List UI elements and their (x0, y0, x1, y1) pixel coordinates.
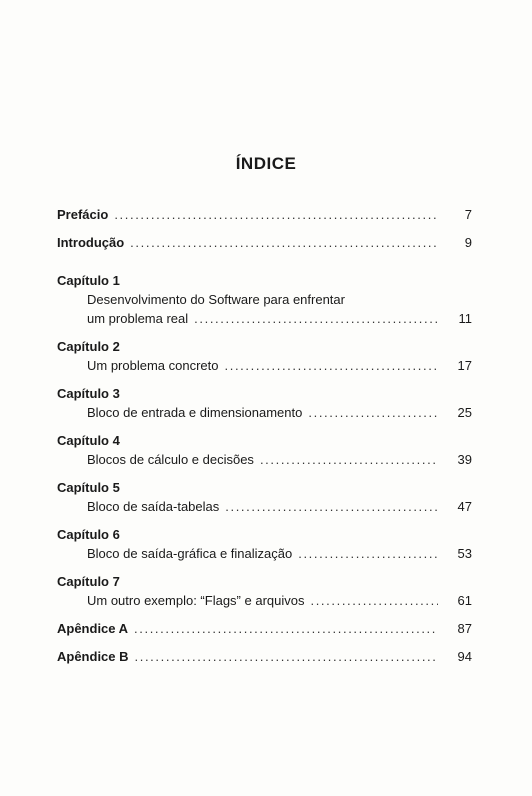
toc-page-number: 47 (457, 499, 472, 514)
toc-entry-introducao (57, 233, 472, 252)
dot-leader (130, 233, 438, 252)
chapter-heading: Capítulo 4 (57, 433, 120, 448)
chapter-title-line: Um outro exemplo: “Flags” e arquivos (87, 593, 305, 608)
toc-entry-label: Apêndice B (57, 649, 129, 664)
chapter-title-line: Bloco de saída-gráfica e finalização (87, 546, 293, 561)
page-title: ÍNDICE (235, 154, 297, 173)
chapter-title-line: Desenvolvimento do Software para enfrentar (87, 292, 345, 307)
toc-entry-label: Introdução (57, 235, 125, 250)
chapter-heading: Capítulo 6 (57, 527, 120, 542)
toc-entry-capitulo-7 (57, 572, 472, 610)
toc-entry-capitulo-1 (57, 271, 472, 328)
toc-entry-label: Prefácio (57, 207, 109, 222)
chapter-title-line: Bloco de entrada e dimensionamento (87, 405, 303, 420)
toc-entry-capitulo-5 (57, 478, 472, 516)
dot-leader (135, 647, 438, 666)
chapter-heading: Capítulo 1 (57, 273, 120, 288)
toc-entry-capitulo-3 (57, 384, 472, 422)
chapter-heading: Capítulo 7 (57, 574, 120, 589)
dot-leader (298, 544, 438, 563)
toc-page-number: 25 (457, 405, 472, 420)
table-of-contents (57, 205, 472, 666)
toc-page-number: 94 (457, 649, 472, 664)
dot-leader (260, 450, 438, 469)
toc-entry-apendice-a (57, 619, 472, 638)
toc-entry-capitulo-2 (57, 337, 472, 375)
dot-leader (225, 356, 439, 375)
chapter-heading: Capítulo 3 (57, 386, 120, 401)
toc-page-number: 17 (457, 358, 472, 373)
dot-leader (114, 205, 438, 224)
toc-entry-label: Apêndice A (57, 621, 129, 636)
chapter-title-line: Bloco de saída-tabelas (87, 499, 220, 514)
toc-page-number: 53 (457, 546, 472, 561)
toc-page-number: 39 (457, 452, 472, 467)
chapter-heading: Capítulo 2 (57, 339, 120, 354)
toc-entry-capitulo-6 (57, 525, 472, 563)
chapter-heading: Capítulo 5 (57, 480, 120, 495)
chapter-title-line: Blocos de cálculo e decisões (87, 452, 254, 467)
chapter-title-line: um problema real (87, 311, 189, 326)
toc-entry-capitulo-4 (57, 431, 472, 469)
toc-page-number: 61 (457, 593, 472, 608)
dot-leader (134, 619, 438, 638)
chapter-title-line: Um problema concreto (87, 358, 219, 373)
dot-leader (194, 309, 438, 328)
dot-leader (225, 497, 438, 516)
toc-page-number: 87 (457, 621, 472, 636)
toc-entry-apendice-b (57, 647, 472, 666)
toc-entry-prefacio (57, 205, 472, 224)
toc-page-number: 11 (458, 311, 472, 326)
dot-leader (308, 403, 438, 422)
dot-leader (310, 591, 438, 610)
toc-page-number: 9 (464, 235, 472, 250)
toc-page-number: 7 (464, 207, 472, 222)
